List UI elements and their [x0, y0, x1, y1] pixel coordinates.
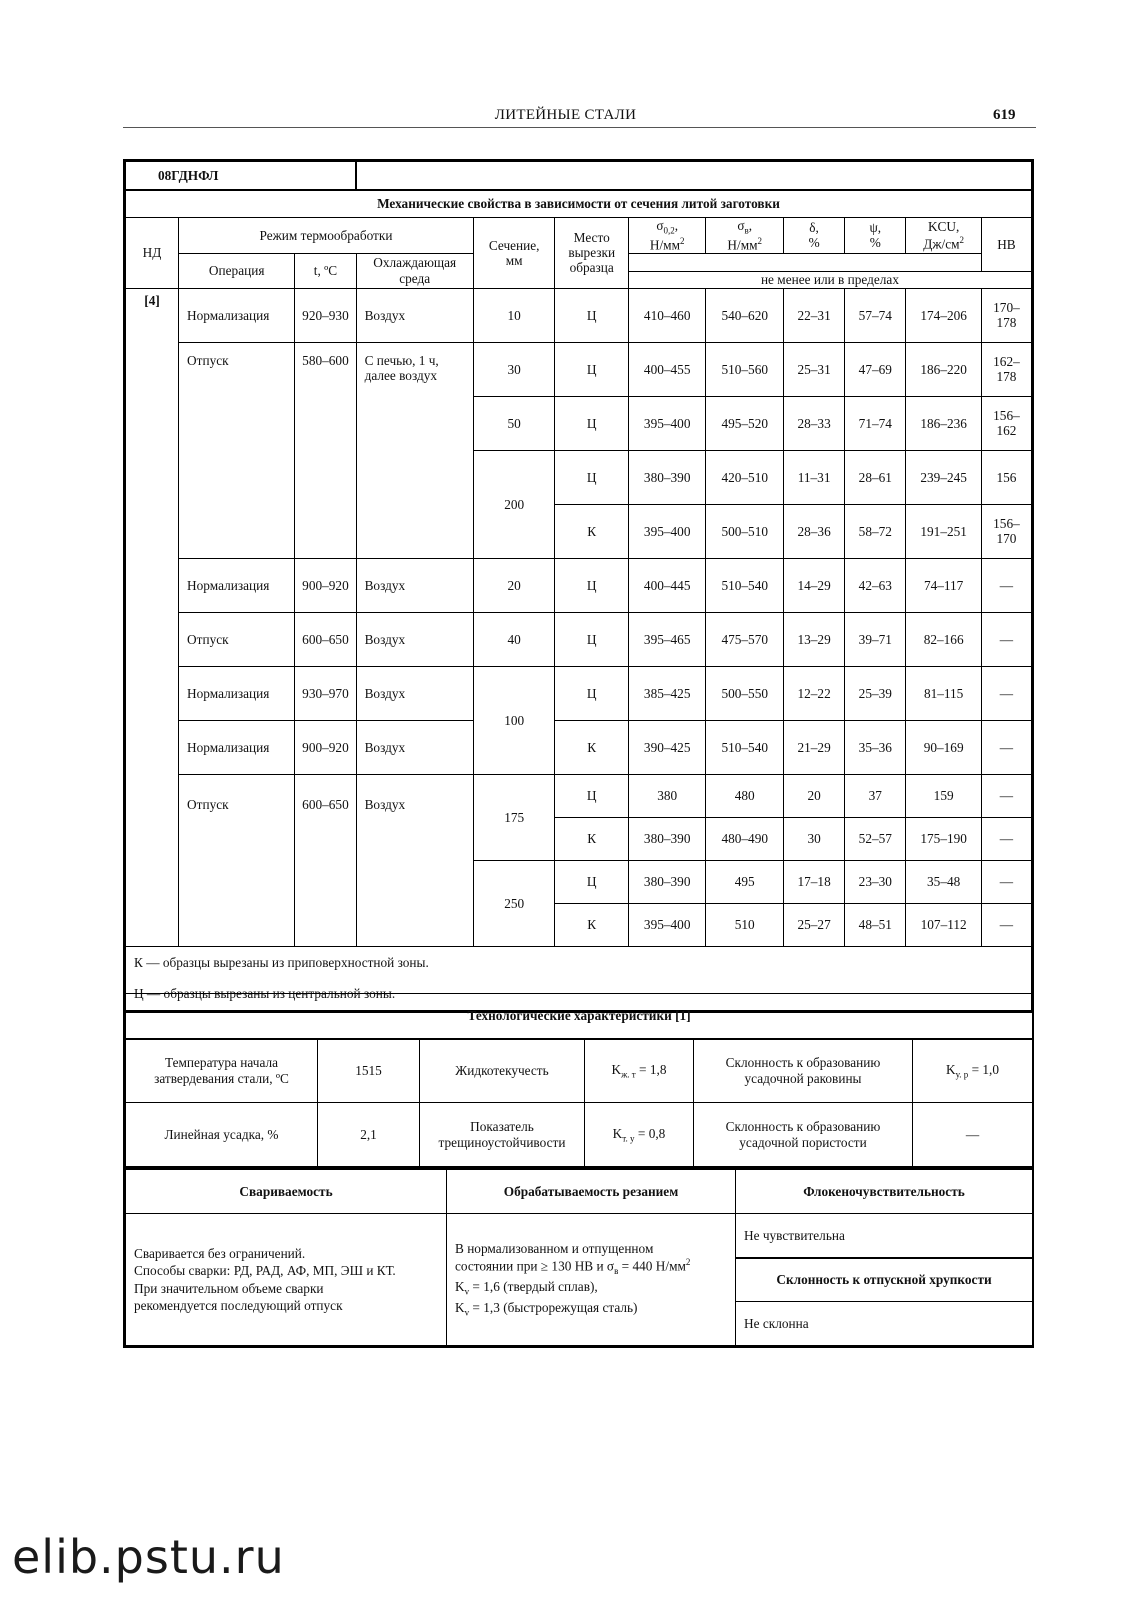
hb-cell: 170–178	[981, 288, 1031, 342]
page-number: 619	[993, 107, 1016, 123]
psi-cell: 42–63	[845, 558, 906, 612]
temper-title: Склонность к отпускной хрупкости	[736, 1258, 1033, 1302]
section-cell: 175	[473, 774, 555, 860]
operation-cell: Нормализация	[179, 720, 295, 774]
tech-linear-shrinkage-value: 2,1	[318, 1103, 420, 1167]
section-cell: 20	[473, 558, 555, 612]
psi-cell: 52–57	[845, 817, 906, 860]
psi-cell: 35–36	[845, 720, 906, 774]
operation-cell: Нормализация	[179, 558, 295, 612]
s02-cell: 395–400	[628, 396, 706, 450]
section-cell: 100	[473, 666, 555, 774]
sv-cell: 540–620	[706, 288, 784, 342]
col-cooling: Охлаждающая среда	[356, 253, 473, 288]
operation-cell: Отпуск	[179, 612, 295, 666]
d-cell: 28–36	[784, 504, 845, 558]
table-row	[126, 612, 1032, 666]
psi-cell: 58–72	[845, 504, 906, 558]
grade-name: 08ГДНФЛ	[126, 162, 357, 190]
kcu-cell: 239–245	[906, 450, 981, 504]
tech-crack-value: $K_{т. у} = 0,8$	[585, 1103, 694, 1167]
d-cell: 20	[784, 774, 845, 817]
hb-cell: —	[981, 860, 1031, 903]
kcu-cell: 175–190	[906, 817, 981, 860]
hb-cell: —	[981, 817, 1031, 860]
table-row	[126, 666, 1032, 720]
hb-cell: —	[981, 612, 1031, 666]
cooling-cell: Воздух	[356, 612, 473, 666]
header-rule	[123, 127, 1036, 128]
psi-cell: 28–61	[845, 450, 906, 504]
d-cell: 12–22	[784, 666, 845, 720]
sv-cell: 480	[706, 774, 784, 817]
col-kcu: KCU, $Дж/см^2$	[906, 218, 981, 254]
s02-cell: 410–460	[628, 288, 706, 342]
d-cell: 30	[784, 817, 845, 860]
d-cell: 25–27	[784, 903, 845, 946]
s02-cell: 390–425	[628, 720, 706, 774]
s02-cell: 380–390	[628, 860, 706, 903]
s02-cell: 380–390	[628, 817, 706, 860]
hb-cell: —	[981, 774, 1031, 817]
tech-title: Технологические характеристики [1]	[126, 994, 1033, 1039]
hb-cell: 156–162	[981, 396, 1031, 450]
sv-cell: 500–550	[706, 666, 784, 720]
pl-cell: Ц	[555, 774, 628, 817]
tech-shrinkage-cavity-value: $K_{у. р} = 1,0$	[913, 1039, 1033, 1103]
kcu-cell: 159	[906, 774, 981, 817]
kcu-cell: 191–251	[906, 504, 981, 558]
cooling-cell: Воздух	[356, 774, 473, 946]
note-c: Ц — образцы вырезаны из центральной зоны.	[126, 978, 1032, 1010]
pl-cell: Ц	[555, 666, 628, 720]
section-cell: 200	[473, 450, 555, 558]
d-cell: 14–29	[784, 558, 845, 612]
hb-cell: 156–170	[981, 504, 1031, 558]
kcu-cell: 74–117	[906, 558, 981, 612]
col-delta: δ, %	[784, 218, 845, 254]
running-head: ЛИТЕЙНЫЕ СТАЛИ	[494, 107, 637, 123]
nd-ref: [4]	[126, 288, 179, 946]
temp-cell: 600–650	[295, 774, 356, 946]
tech-shrinkage-cavity-label: Склонность к образованию усадочной раковины	[694, 1039, 913, 1103]
operation-cell: Нормализация	[179, 288, 295, 342]
mech-properties-table	[123, 159, 1034, 1013]
weld-title: Свариваемость	[126, 1170, 447, 1214]
note-k: К — образцы вырезаны из приповерхностной зоны.	[126, 946, 1032, 978]
sv-cell: 510	[706, 903, 784, 946]
col-operation: Операция	[179, 253, 295, 288]
table-row	[126, 558, 1032, 612]
cooling-cell: Воздух	[356, 720, 473, 774]
cut-text: В нормализованном и отпущенном состоянии при ≥ 130 НВ и $\sigma_в = 440$ $Н/мм^2$ $K_v = 1,6$ (твердый сплав), $K_v = 1,3$ (быстрорежущая сталь)	[447, 1214, 736, 1346]
kcu-cell: 81–115	[906, 666, 981, 720]
sv-cell: 510–540	[706, 720, 784, 774]
table-row	[126, 342, 1032, 396]
section-cell: 250	[473, 860, 555, 946]
col-minmax: не менее или в пределах	[628, 271, 1031, 288]
tech-fluidity-value: $K_{ж. т} = 1,8$	[585, 1039, 694, 1103]
sv-cell: 420–510	[706, 450, 784, 504]
col-temp: t, ºС	[295, 253, 356, 288]
d-cell: 21–29	[784, 720, 845, 774]
bottom-table	[123, 1167, 1034, 1348]
tech-solidification-value: 1515	[318, 1039, 420, 1103]
temp-cell: 900–920	[295, 558, 356, 612]
hb-cell: —	[981, 666, 1031, 720]
col-sigmav: $\sigma_в$, $Н/мм^2$	[706, 218, 784, 254]
col-section: Сечение, мм	[473, 218, 555, 289]
tech-solidification-label: Температура начала затвердевания стали, ºС	[126, 1039, 318, 1103]
tech-porosity-label: Склонность к образованию усадочной пористости	[694, 1103, 913, 1167]
temp-cell: 930–970	[295, 666, 356, 720]
mech-title: Механические свойства в зависимости от сечения литой заготовки	[126, 190, 1032, 218]
table-row	[126, 774, 1032, 817]
sv-cell: 495–520	[706, 396, 784, 450]
pl-cell: Ц	[555, 612, 628, 666]
operation-cell: Отпуск	[179, 342, 295, 558]
cooling-cell: Воздух	[356, 558, 473, 612]
psi-cell: 57–74	[845, 288, 906, 342]
table-row	[126, 288, 1032, 342]
s02-cell: 395–400	[628, 903, 706, 946]
s02-cell: 385–425	[628, 666, 706, 720]
watermark: elib.pstu.ru	[12, 1530, 285, 1584]
pl-cell: К	[555, 504, 628, 558]
psi-cell: 25–39	[845, 666, 906, 720]
hb-cell: —	[981, 558, 1031, 612]
kcu-cell: 186–220	[906, 342, 981, 396]
s02-cell: 400–455	[628, 342, 706, 396]
temp-cell: 900–920	[295, 720, 356, 774]
pl-cell: Ц	[555, 558, 628, 612]
col-sigma02: $\sigma_{0,2}$, $Н/мм^2$	[628, 218, 706, 254]
pl-cell: К	[555, 720, 628, 774]
temp-cell: 600–650	[295, 612, 356, 666]
kcu-cell: 82–166	[906, 612, 981, 666]
temp-cell: 920–930	[295, 288, 356, 342]
hb-cell: —	[981, 903, 1031, 946]
pl-cell: Ц	[555, 450, 628, 504]
tech-fluidity-label: Жидкотекучесть	[420, 1039, 585, 1103]
tech-porosity-value: —	[913, 1103, 1033, 1167]
sv-cell: 480–490	[706, 817, 784, 860]
psi-cell: 23–30	[845, 860, 906, 903]
section-cell: 10	[473, 288, 555, 342]
cooling-cell: С печью, 1 ч, далее воздух	[356, 342, 473, 558]
hb-cell: —	[981, 720, 1031, 774]
sv-cell: 510–540	[706, 558, 784, 612]
section-cell: 40	[473, 612, 555, 666]
section-cell: 50	[473, 396, 555, 450]
operation-cell: Нормализация	[179, 666, 295, 720]
hb-cell: 156	[981, 450, 1031, 504]
pl-cell: Ц	[555, 342, 628, 396]
s02-cell: 395–465	[628, 612, 706, 666]
pl-cell: Ц	[555, 396, 628, 450]
col-psi: ψ, %	[845, 218, 906, 254]
tech-table	[123, 993, 1034, 1169]
temper-value: Не склонна	[736, 1302, 1033, 1346]
kcu-cell: 90–169	[906, 720, 981, 774]
psi-cell: 71–74	[845, 396, 906, 450]
col-nd: НД	[126, 218, 179, 289]
psi-cell: 48–51	[845, 903, 906, 946]
table-row	[126, 720, 1032, 774]
s02-cell: 395–400	[628, 504, 706, 558]
flake-title: Флокеночувствительность	[736, 1170, 1033, 1214]
section-cell: 30	[473, 342, 555, 396]
sv-cell: 500–510	[706, 504, 784, 558]
weld-text: Сваривается без ограничений. Способы сварки: РД, РАД, АФ, МП, ЭШ и КТ. При значительном объеме сварки рекомендуется последующий отпуск	[126, 1214, 447, 1346]
cooling-cell: Воздух	[356, 288, 473, 342]
pl-cell: Ц	[555, 288, 628, 342]
pl-cell: К	[555, 817, 628, 860]
temp-cell: 580–600	[295, 342, 356, 558]
s02-cell: 400–445	[628, 558, 706, 612]
kcu-cell: 174–206	[906, 288, 981, 342]
tech-linear-shrinkage-label: Линейная усадка, %	[126, 1103, 318, 1167]
psi-cell: 39–71	[845, 612, 906, 666]
psi-cell: 37	[845, 774, 906, 817]
cut-title: Обрабатываемость резанием	[447, 1170, 736, 1214]
sv-cell: 510–560	[706, 342, 784, 396]
hb-cell: 162–178	[981, 342, 1031, 396]
d-cell: 22–31	[784, 288, 845, 342]
s02-cell: 380	[628, 774, 706, 817]
d-cell: 11–31	[784, 450, 845, 504]
col-hb: НВ	[981, 218, 1031, 272]
d-cell: 28–33	[784, 396, 845, 450]
pl-cell: Ц	[555, 860, 628, 903]
d-cell: 17–18	[784, 860, 845, 903]
kcu-cell: 35–48	[906, 860, 981, 903]
pl-cell: К	[555, 903, 628, 946]
col-place: Место вырезки образца	[555, 218, 628, 289]
flake-value: Не чувствительна	[736, 1214, 1033, 1258]
kcu-cell: 107–112	[906, 903, 981, 946]
psi-cell: 47–69	[845, 342, 906, 396]
sv-cell: 475–570	[706, 612, 784, 666]
operation-cell: Отпуск	[179, 774, 295, 946]
sv-cell: 495	[706, 860, 784, 903]
d-cell: 25–31	[784, 342, 845, 396]
tech-crack-label: Показатель трещиноустойчивости	[420, 1103, 585, 1167]
s02-cell: 380–390	[628, 450, 706, 504]
col-regime: Режим термообработки	[179, 218, 474, 254]
d-cell: 13–29	[784, 612, 845, 666]
kcu-cell: 186–236	[906, 396, 981, 450]
cooling-cell: Воздух	[356, 666, 473, 720]
